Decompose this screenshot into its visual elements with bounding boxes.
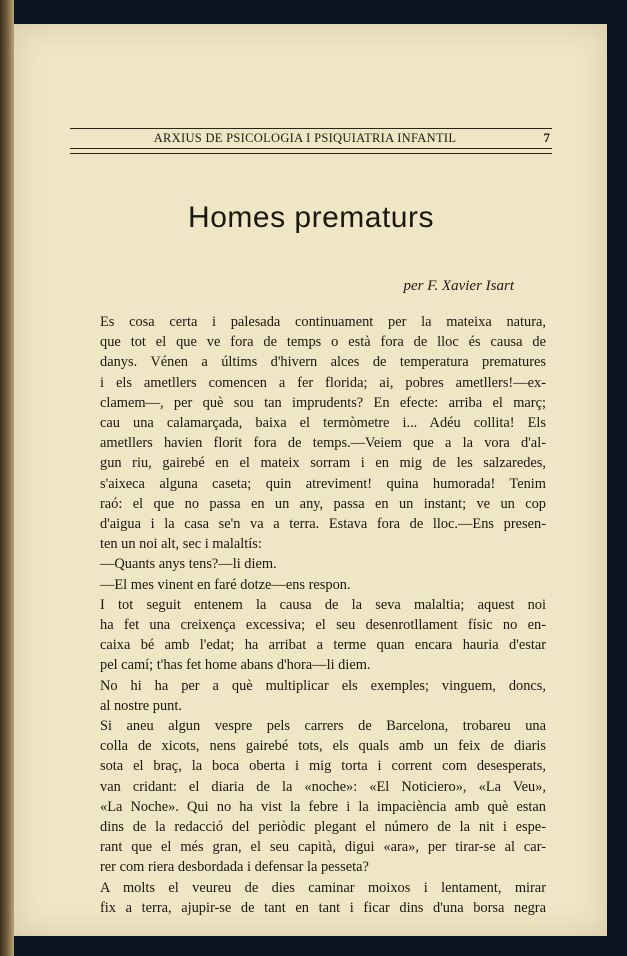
body-line: —El mes vinent en faré dotze—ens respon. bbox=[100, 576, 351, 593]
body-line: s'aixeca alguna caseta; quin atreviment! quina humorada! Tenim bbox=[100, 475, 546, 492]
body-line: A molts el veureu de dies caminar moixos i lentament, mirar bbox=[100, 879, 546, 896]
body-line: ten un noi alt, sec i malaltís: bbox=[100, 536, 262, 553]
page-number: 7 bbox=[543, 130, 550, 145]
body-line: fix a terra, ajupir-se de tant en tant i ficar dins d'una borsa negra bbox=[100, 899, 546, 916]
body-line: ha fet una creixença excessiva; el seu desenrotllament físic no en- bbox=[100, 617, 546, 634]
body-line: I tot seguit entenem la causa de la seva malaltia; aquest noi bbox=[100, 596, 546, 613]
body-line: caixa bé amb l'edat; ha arribat a terme quan encara hauria d'estar bbox=[100, 637, 546, 654]
body-line: d'aigua i la casa se'n va a terra. Estava fora de lloc.—Ens presen- bbox=[100, 516, 546, 533]
header-rule-bottom bbox=[70, 148, 552, 149]
book-gutter bbox=[0, 0, 14, 956]
body-line: ametllers havien florit fora de temps.—Veiem que a la vora d'al- bbox=[100, 435, 546, 452]
body-line: rer com riera desbordada i defensar la pesseta? bbox=[100, 859, 369, 876]
header-rule-double bbox=[70, 153, 552, 154]
body-line: danys. Vénen a últims d'hivern alces de temperatura prematures bbox=[100, 354, 546, 371]
body-line: dins de la redacció del periòdic plegant el número de la nit i espe- bbox=[100, 819, 546, 836]
running-header bbox=[70, 108, 552, 154]
body-line: «La Noche». Qui no ha vist la febre i la impaciència amb què estan bbox=[100, 798, 546, 815]
article-title: Homes prematurs bbox=[188, 201, 434, 234]
article-byline: per F. Xavier Isart bbox=[403, 278, 514, 294]
body-line: gun riu, gairebé en el mateix sorram i en mig de les salzaredes, bbox=[100, 455, 546, 472]
body-line: Es cosa certa i palesada continuament per la mateixa natura, bbox=[100, 314, 546, 330]
body-line: raó: el que no passa en un any, passa en un instant; ve un cop bbox=[100, 495, 546, 512]
body-line: cau una calamarçada, baixa el termòmetre i... Adéu collita! Els bbox=[100, 415, 546, 432]
body-line: i els ametllers comencen a fer florida; ai, pobres ametllers!—ex- bbox=[100, 374, 546, 391]
article-body bbox=[100, 312, 546, 918]
body-line: pel camí; t'has fet home abans d'hora—li diem. bbox=[100, 657, 371, 674]
body-line: al nostre punt. bbox=[100, 697, 182, 714]
body-line: rant que el més gran, el seu capità, digui «ara», per tirar-se al car- bbox=[100, 839, 546, 856]
body-line: clamem—, per què sou tan imprudents? En efecte: arriba el març; bbox=[100, 394, 546, 411]
body-line: —Quants anys tens?—li diem. bbox=[100, 556, 277, 573]
body-line: colla de xicots, nens gairebé tots, els quals amb un feix de diaris bbox=[100, 738, 546, 755]
running-title: ARXIUS DE PSICOLOGIA I PSIQUIATRIA INFANTIL bbox=[153, 131, 457, 145]
body-line: van cridant: el diaria de la «noche»: «El Noticiero», «La Veu», bbox=[100, 778, 546, 795]
header-rule-top bbox=[70, 128, 552, 129]
body-line: que tot el que ve fora de temps o està fora de lloc és causa de bbox=[100, 334, 546, 351]
body-line: Si aneu algun vespre pels carrers de Barcelona, trobareu una bbox=[100, 718, 546, 735]
body-line: sota el braç, la boca oberta i mig torta i corrent com desesperats, bbox=[100, 758, 546, 775]
body-line: No hi ha per a què multiplicar els exemples; vinguem, doncs, bbox=[100, 677, 546, 694]
book-page bbox=[14, 24, 607, 936]
